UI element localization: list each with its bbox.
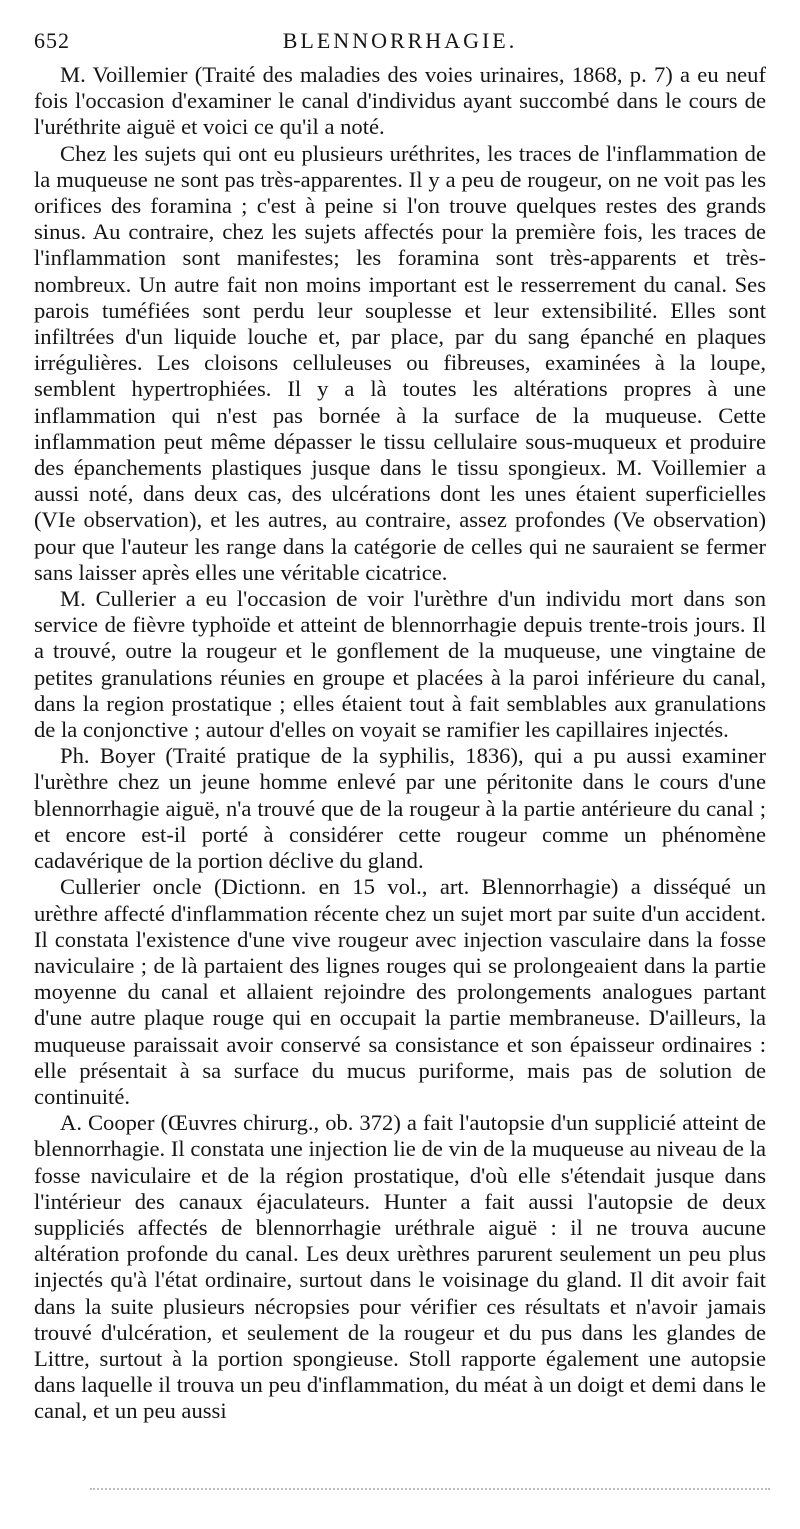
paragraph-cullerier: M. Cullerier a eu l'occasion de voir l'urèthre d'un individu mort dans son service de fièvre typhoïde et atteint de blennorrhagie depuis trente-trois jours. Il a trouvé, outre la rougeur et le gonflement de la muqueuse, une vingtaine de petites granulations réunies en groupe et placées à la paroi inférieure du canal, dans la region prostatique ; elles étaient tout à fait semblables aux granulations de la conjonctive ; autour d'elles on voyait se ramifier les capillaires injectés. — [34, 586, 766, 743]
paragraph-cooper-hunter: A. Cooper (Œuvres chirurg., ob. 372) a fait l'autopsie d'un supplicié atteint de blennorrhagie. Il constata une injection lie de vin de la muqueuse au niveau de la fosse naviculaire et de la région prostatique, d'où elle s'étendait jusque dans l'intérieur des canaux éjaculateurs. Hunter a fait aussi l'autopsie de deux suppliciés affectés de blennorrhagie uréthrale aiguë : il ne trouva aucune altération profonde du canal. Les deux urèthres parurent seulement un peu plus injectés qu'à l'état ordinaire, surtout dans le voisinage du gland. Il dit avoir fait dans la suite plusieurs nécropsies pour vérifier ces résultats et n'avoir jamais trouvé d'ulcération, et seulement de la rougeur et du pus dans les glandes de Littre, surtout à la portion spongieuse. Stoll rapporte également une autopsie dans laquelle il trouva un peu d'inflammation, du méat à un doigt et demi dans le canal, et un peu aussi — [34, 1110, 766, 1424]
page-header — [34, 22, 766, 62]
paragraph-voillemier-intro: M. Voillemier (Traité des maladies des voies urinaires, 1868, p. 7) a eu neuf fois l'occasion d'examiner le canal d'individus ayant succombé dans le cours de l'uréthrite aiguë et voici ce qu'il a noté. — [34, 62, 766, 140]
body-text — [34, 62, 766, 1425]
paragraph-voillemier-findings: Chez les sujets qui ont eu plusieurs uréthrites, les traces de l'inflammation de la muqueuse ne sont pas très-apparentes. Il y a peu de rougeur, on ne voit pas les orifices des foramina ; c'est à peine si l'on trouve quelques restes des grands sinus. Au contraire, chez les sujets affectés pour la première fois, les traces de l'inflammation sont manifestes; les foramina sont très-apparents et très-nombreux. Un autre fait non moins important est le resserrement du canal. Ses parois tuméfiées sont perdu leur souplesse et leur extensibilité. Elles sont infiltrées d'un liquide louche et, par place, par du sang épanché en plaques irrégulières. Les cloisons celluleuses ou fibreuses, examinées à la loupe, semblent hypertrophiées. Il y a là toutes les altérations propres à une inflammation qui n'est pas bornée à la surface de la muqueuse. Cette inflammation peut même dépasser le tissu cellulaire sous-muqueux et produire des épanchements plastiques jusque dans le tissu spongieux. M. Voillemier a aussi noté, dans deux cas, des ulcérations dont les unes étaient superficielles (VIe observation), et les autres, au contraire, assez profondes (Ve observation) pour que l'auteur les range dans la catégorie de celles qui ne sauraient se fermer sans laisser après elles une véritable cicatrice. — [34, 140, 766, 585]
running-title: BLENNORRHAGIE. — [282, 28, 518, 53]
paragraph-boyer: Ph. Boyer (Traité pratique de la syphilis, 1836), qui a pu aussi examiner l'urèthre chez un jeune homme enlevé par une péritonite dans le cours d'une blennorrhagie aiguë, n'a trouvé que de la rougeur à la partie antérieure du canal ; et encore est-il porté à considérer cette rougeur comme un phénomène cadavérique de la portion déclive du gland. — [34, 743, 766, 874]
book-page — [34, 22, 766, 1425]
paragraph-cullerier-oncle: Cullerier oncle (Dictionn. en 15 vol., art. Blennorrhagie) a disséqué un urèthre affecté d'inflammation récente chez un sujet mort par suite d'un accident. Il constata l'existence d'une vive rougeur avec injection vasculaire dans la fosse naviculaire ; de là partaient des lignes rouges qui se prolongeaient dans la partie moyenne du canal et allaient rejoindre des prolongements analogues partant d'une autre plaque rouge qui en occupait la partie membraneuse. D'ailleurs, la muqueuse paraissait avoir conservé sa consistance et son épaisseur ordinaires : elle présentait à sa surface du mucus puriforme, mais pas de solution de continuité. — [34, 874, 766, 1109]
page-number: 652 — [34, 28, 70, 53]
scan-footer-mark — [90, 1488, 770, 1490]
